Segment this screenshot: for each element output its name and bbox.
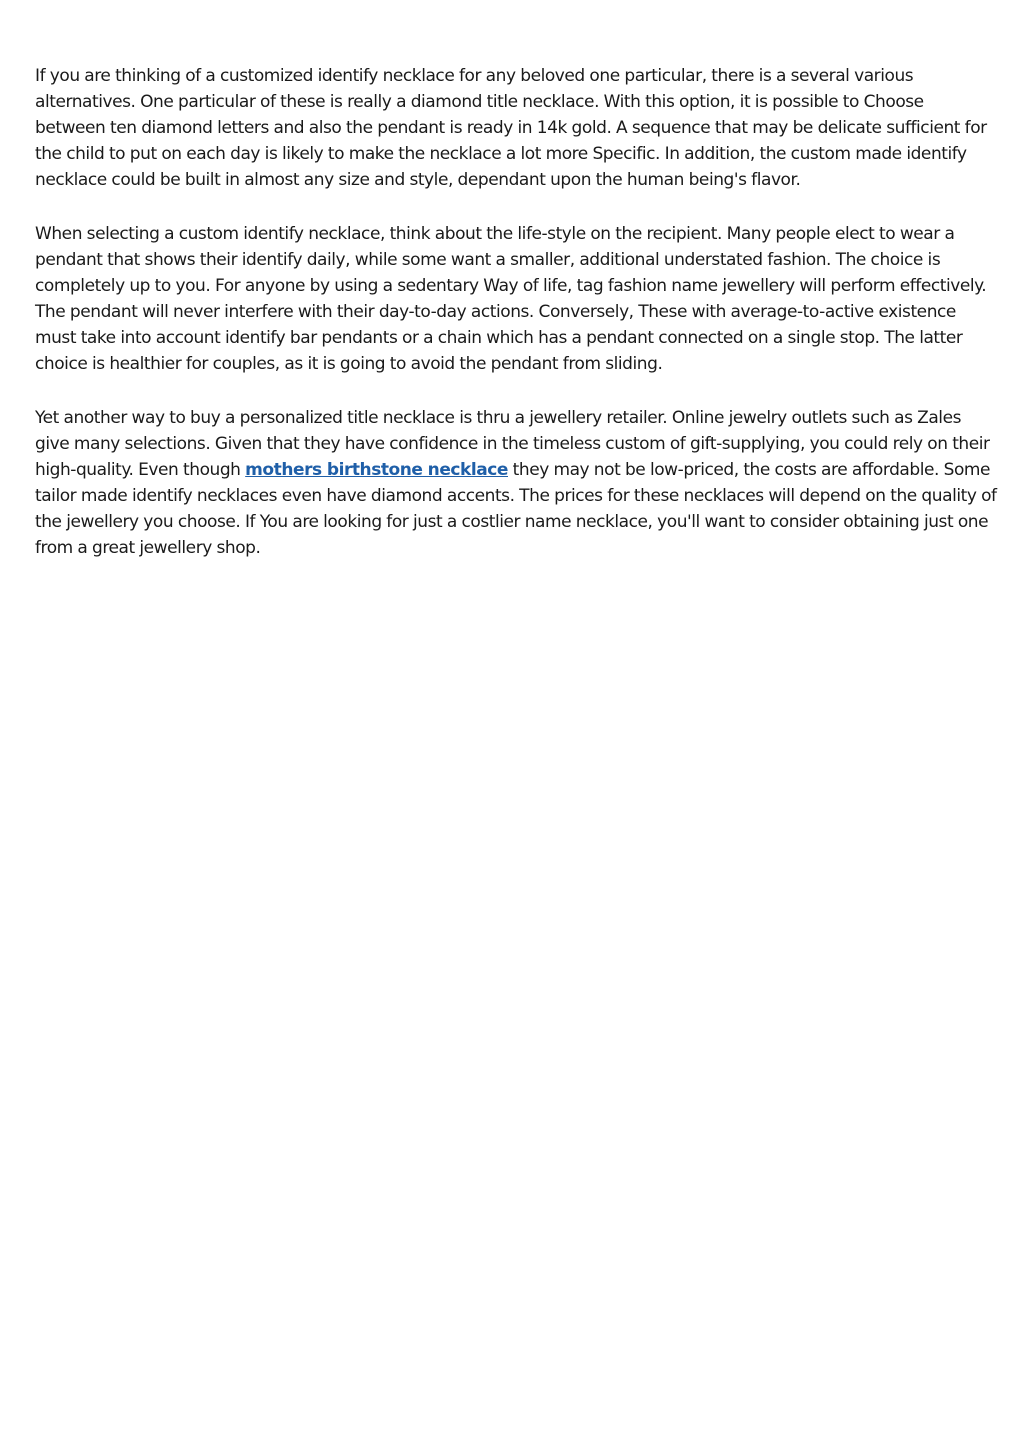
paragraph-1: If you are thinking of a customized identify necklace for any beloved one particular, there is a several various alternatives. One particular of these is really a diamond title necklace. With this option, it is possible to Choose between ten diamond letters and also the pendant is ready in 14k gold. A sequence that may be delicate sufficient for the child to put on each day is likely to make the necklace a lot more Specific. In addition, the custom made identify necklace could be built in almost any size and style, dependant upon the human being's flavor.	[35, 66, 987, 190]
mothers-birthstone-necklace-link[interactable]: mothers birthstone necklace	[245, 460, 508, 480]
paragraph-3-text-after-link: they may not be low-priced, the costs are affordable. Some tailor made identify necklaces even have diamond accents. The prices for these necklaces will depend on the quality of the jewellery you choose. If You are looking for just a costlier name necklace, you'll want to consider obtaining just one from a great jewellery shop.	[35, 460, 997, 558]
paragraph-2: When selecting a custom identify necklace, think about the life-style on the recipient. Many people elect to wear a pendant that shows their identify daily, while some want a smaller, additional understated fashion. The choice is completely up to you. For anyone by using a sedentary Way of life, tag fashion name jewellery will perform effectively. The pendant will never interfere with their day-to-day actions. Conversely, These with average-to-active existence must take into account identify bar pendants or a chain which has a pendant connected on a single stop. The latter choice is healthier for couples, as it is going to avoid the pendant from sliding.	[35, 224, 987, 374]
paragraph-3	[35, 405, 997, 561]
paragraph-3-text-before-link: Yet another way to buy a personalized title necklace is thru a jewellery retailer. Online jewelry outlets such as Zales give many selections. Given that they have confidence in the timeless custom of gift-supplying, you could rely on their high-quality. Even though	[35, 408, 990, 480]
document-body	[35, 63, 997, 589]
